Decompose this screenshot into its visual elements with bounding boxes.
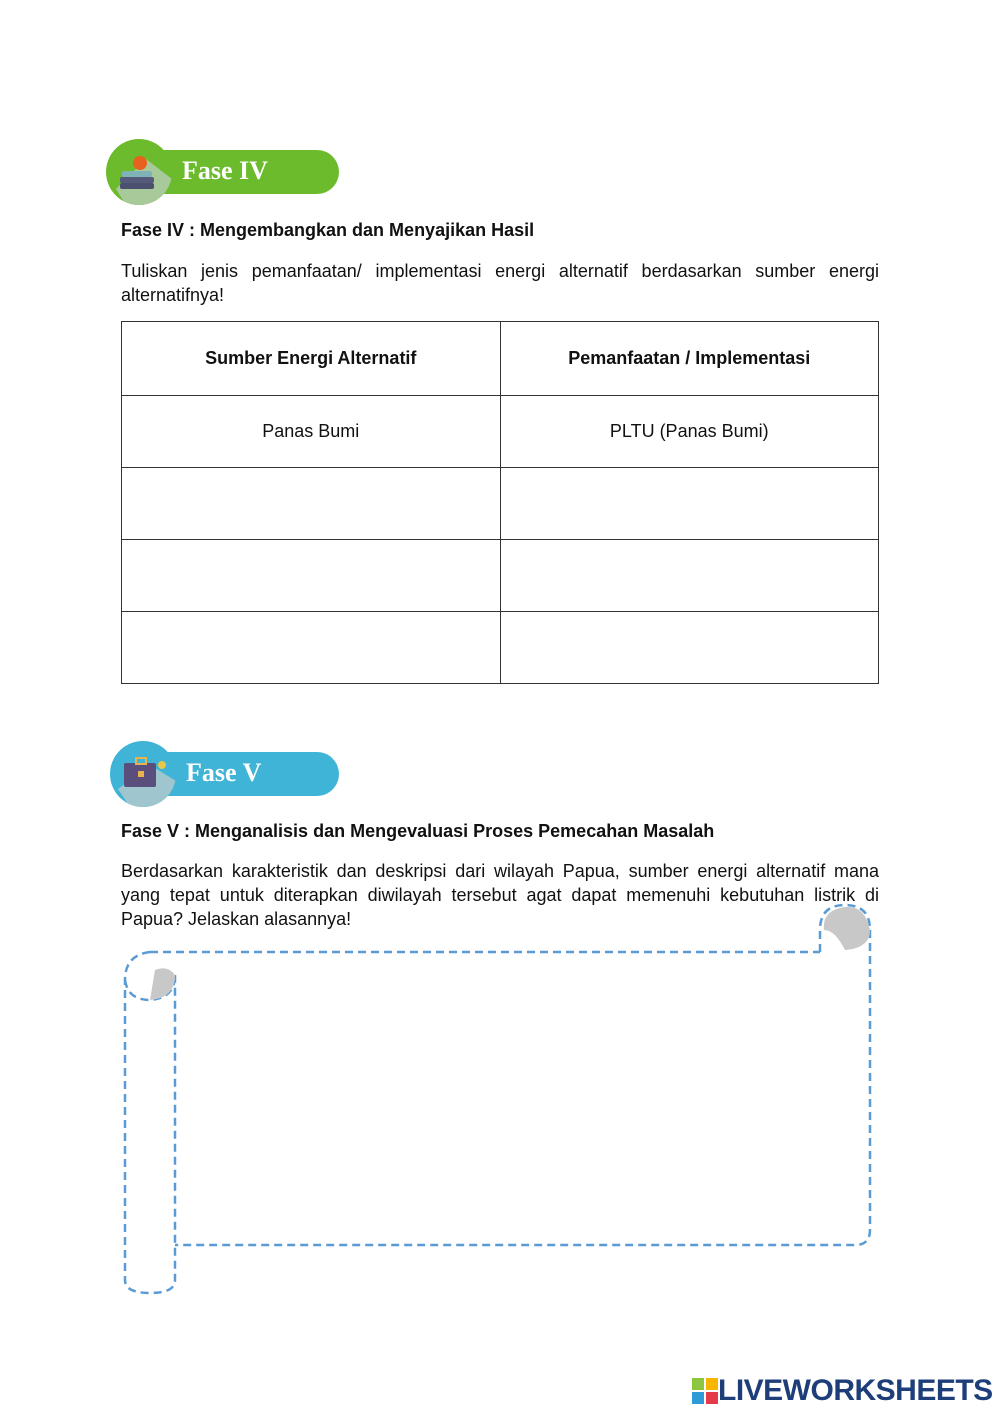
col-header-usage: Pemanfaatan / Implementasi <box>500 322 879 396</box>
fase-4-badge-label: Fase IV <box>182 156 268 185</box>
fase-5-heading: Fase V : Menganalisis dan Mengevaluasi Proses Pemecahan Masalah <box>121 821 715 841</box>
logo-text: LIVEWORKSHEETS <box>718 1374 993 1407</box>
fase-4-instruction: Tuliskan jenis pemanfaatan/ implementasi energi alternatif berdasarkan sumber energi alternatifnya! <box>121 261 879 305</box>
liveworksheets-logo <box>692 1374 993 1408</box>
fase-5-badge-label: Fase V <box>186 758 262 787</box>
col-header-source: Sumber Energi Alternatif <box>122 322 501 396</box>
answer-textarea[interactable] <box>185 965 859 1234</box>
table-cell[interactable]: Panas Bumi <box>122 396 501 468</box>
table-cell[interactable]: PLTU (Panas Bumi) <box>500 396 879 468</box>
fase-4-heading: Fase IV : Mengembangkan dan Menyajikan Hasil <box>121 220 535 240</box>
live-logo-icon <box>692 1378 718 1404</box>
fase-5-question: Berdasarkan karakteristik dan deskripsi dari wilayah Papua, sumber energi alternatif mana yang tepat untuk diterapkan diwilayah tersebut agat dapat memenuhi kebutuhan listrik di Papua? Jelaskan alasannya! <box>121 861 879 929</box>
